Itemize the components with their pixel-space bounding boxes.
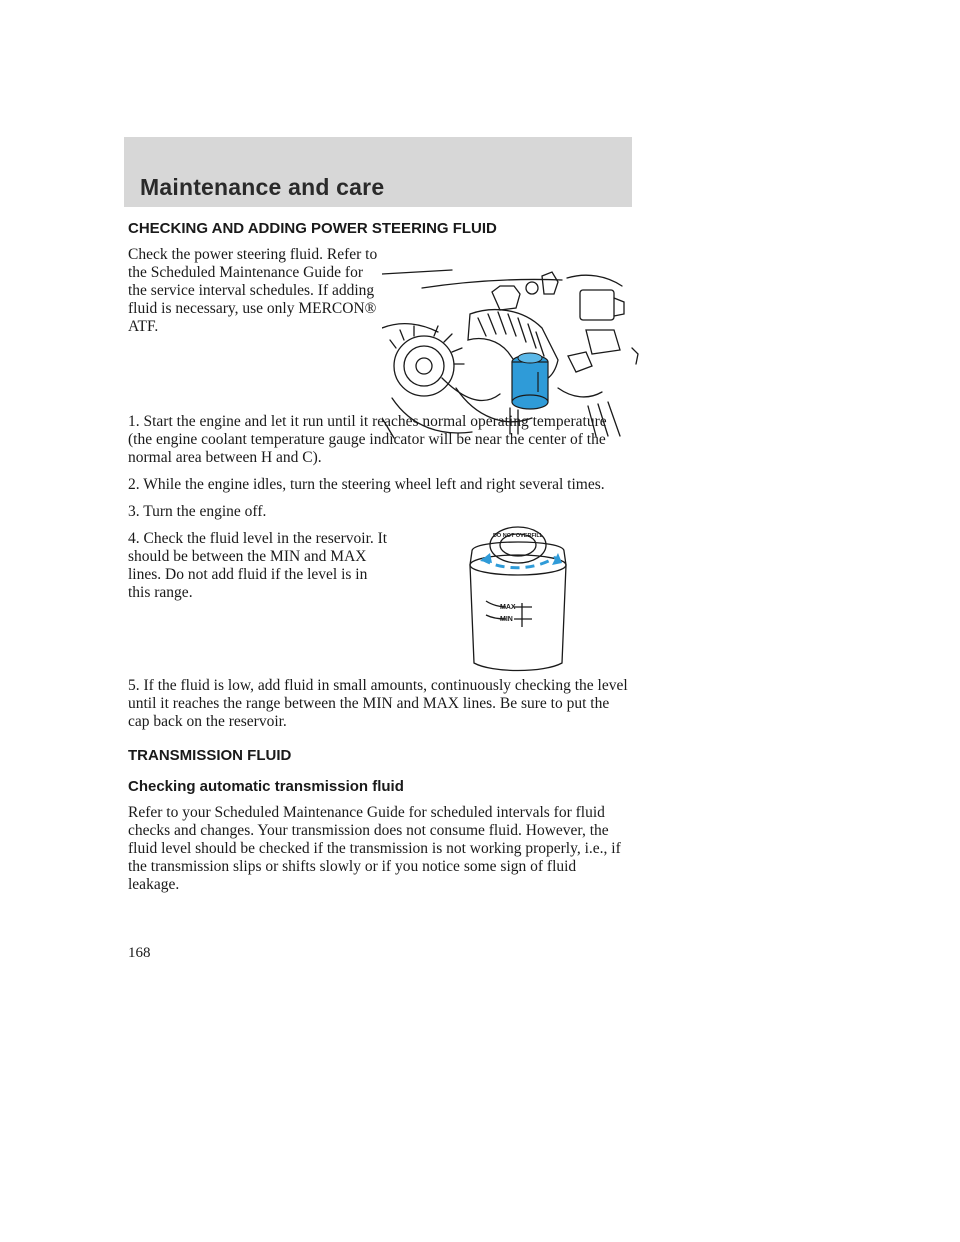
step-3: 3. Turn the engine off. <box>128 503 267 520</box>
step-2: 2. While the engine idles, turn the steering wheel left and right several times. <box>128 476 605 493</box>
step-1: 1. Start the engine and let it run until it reaches normal operating temperature (the engine coolant temperature gauge indicator will be near the center of the normal area between H and C). <box>128 413 607 466</box>
step-5: 5. If the fluid is low, add fluid in small amounts, continuously checking the level until it reaches the range between the MIN and MAX lines. Be sure to put the cap back on the reservoir. <box>128 677 628 730</box>
reservoir-illustration <box>462 523 574 673</box>
page-number: 168 <box>128 945 151 961</box>
subheading-automatic-transmission: Checking automatic transmission fluid <box>128 778 404 795</box>
page-content <box>128 220 628 903</box>
section-heading-power-steering: CHECKING AND ADDING POWER STEERING FLUID <box>128 220 497 237</box>
chapter-header-band <box>124 137 632 207</box>
transmission-paragraph: Refer to your Scheduled Maintenance Guide for scheduled intervals for fluid checks and changes. Your transmission does not consume fluid. However, the fluid level should be checked if the transmission is not working properly, i.e., if the transmission slips or shifts slowly or if you notice some sign of fluid leakage. <box>128 804 621 893</box>
intro-row <box>128 246 628 336</box>
max-label: MAX <box>500 604 516 611</box>
min-label: MIN <box>500 616 513 623</box>
cap-text: DO NOT OVERFILL <box>492 533 544 539</box>
section-heading-transmission: TRANSMISSION FLUID <box>128 747 292 764</box>
intro-paragraph: Check the power steering fluid. Refer to the Scheduled Maintenance Guide for the service interval schedules. If adding fluid is necessary, use only MERCON® ATF. <box>128 246 378 335</box>
step-4: 4. Check the fluid level in the reservoir. It should be between the MIN and MAX lines. Do not add fluid if the level is in this range. <box>128 530 388 601</box>
reservoir-icon <box>462 523 574 673</box>
check-fluid-row <box>128 530 628 623</box>
engine-compartment-icon <box>382 268 640 440</box>
engine-compartment-illustration <box>382 268 640 440</box>
chapter-title: Maintenance and care <box>140 174 385 200</box>
